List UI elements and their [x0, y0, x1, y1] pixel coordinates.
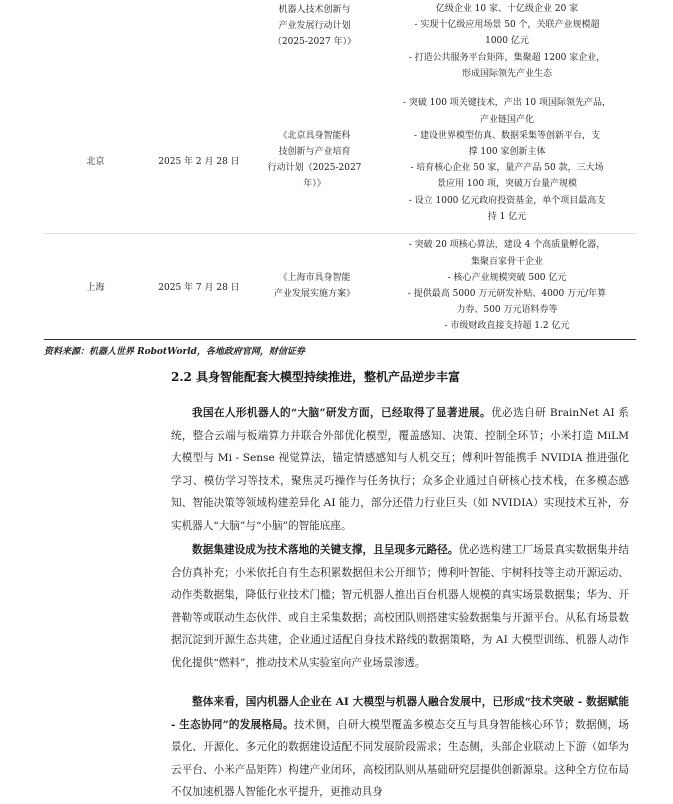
- points-cell: [378, 88, 636, 233]
- paragraph-lead: 数据集建设成为技术落地的关键支撑，且呈现多元路径。: [192, 544, 459, 556]
- policy-table: [44, 0, 636, 340]
- plan-cell: [251, 233, 378, 339]
- plan-line: 行动计划（2025-2027: [267, 163, 362, 174]
- paragraph-body: 技术侧，自研大模型覆盖多模态交互与具身智能核心环节；数据侧，场景化、开源化、多元化的数据建设适配不同发展阶段需求；生态侧，头部企业联动上下游（如华为云平台、小米产品矩阵）构建产业闭环，高校团队则从基础研究层提供创新源泉。这种全方位布局不仅加速机器人智能化水平提升，更推动具身: [171, 718, 629, 799]
- point-line: 力券、500 万元语料券等: [456, 305, 558, 316]
- city-cell: 上海: [44, 233, 147, 339]
- section-title: 2.2 具身智能配套大模型持续推进，整机产品逆步丰富: [171, 370, 461, 384]
- point-line: 1000 亿元: [485, 36, 529, 47]
- point-line: 景应用 100 项，突破万台量产规模: [437, 179, 577, 190]
- paragraph-lead: 我国在人形机器人的“大脑”研发方面，已经取得了显著进展。: [192, 407, 492, 419]
- paragraph-body: 优必选自研 BrainNet AI 系统，整合云端与板端算力并联合外部优化模型，覆盖感知、决策、控制全环节；小米打造 MiLM 大模型与 Mi - Sense 视觉算法，锚定情感感知与人机交互；傅利叶智能携手 NVIDIA 推进强化学习、模仿学习等技术，聚焦灵巧操作与任务执行；众多企业通过自研核心技术栈，在多模态感知、智能决策等领域构建差异化 AI 能力，部分还借力行业巨头（如 NVIDIA）实现技术互补，夯实机器人“大脑”与“小脑”的智能底座。: [171, 407, 630, 532]
- plan-line: 产业发展行动计划: [278, 21, 351, 31]
- city-cell: [44, 0, 147, 88]
- point-line: 持 1 亿元: [487, 211, 527, 222]
- point-line: - 突破 100 项关键技术，产出 10 项国际领先产品，: [403, 98, 611, 109]
- plan-line: 产业发展实施方案》: [273, 289, 355, 299]
- paragraph-summary: [171, 691, 629, 804]
- paragraph-body: 优必选构建工厂场景真实数据集并结合仿真补充；小米依托自有生态积累数据但未公开细节；傅利叶智能、宇树科技等主动开源运动、动作类数据集，降低行业技术门槛；智元机器人推出百台机器人规模的真实场景数据集；华为、开普勒等或联动生态伙伴、或自主采集数据；高校团队则搭建实验数据集与开源平台。从私有场景数据沉淀到开源生态共建，企业通过适配自身技术路线的数据策略，为 AI 大模型训练、机器人动作优化提供“燃料”，推动技术从实验室向产业场景渗透。: [171, 544, 630, 669]
- paragraph-datasets: [171, 539, 629, 675]
- plan-line: 技创新与产业培育: [278, 147, 351, 158]
- point-line: - 提供最高 5000 万元研发补贴、4000 万元/年算: [407, 289, 607, 299]
- plan-line: 年）》: [303, 179, 326, 190]
- point-line: 亿级企业 10 家、十亿级企业 20 家: [435, 4, 579, 14]
- paragraph-lead: 整体来看，国内机器人企业在 AI 大模型与机器人融合发展中，已形成“技术突破 - 数据赋能 - 生态协同”的发展格局。: [171, 696, 629, 731]
- point-line: - 突破 20 项核心算法，建设 4 个高质量孵化器，: [408, 240, 606, 251]
- plan-line: （2025-2027 年）》: [272, 37, 357, 47]
- point-line: - 建设世界模型仿真、数据采集等创新平台，支: [414, 130, 600, 141]
- plan-line: 《上海市具身智能: [278, 273, 351, 283]
- point-line: 形成国际领先产业生态: [461, 68, 552, 79]
- plan-line: 《北京具身智能科: [278, 131, 351, 142]
- point-line: 集聚百家骨干企业: [470, 256, 543, 267]
- points-cell: [378, 0, 636, 88]
- point-line: - 核心产业规模突破 500 亿元: [447, 272, 567, 283]
- plan-line: 机器人技术创新与: [278, 5, 351, 15]
- point-line: - 打造公共服务平台矩阵，集聚超 1200 家企业，: [408, 52, 606, 63]
- table-row: [44, 88, 636, 233]
- point-line: 产业链国产化: [479, 114, 534, 125]
- plan-cell: [251, 88, 378, 233]
- table-row: [44, 233, 636, 339]
- city-cell: 北京: [86, 156, 105, 167]
- point-line: - 设立 1000 亿元政府投资基金，单个项目最高支: [408, 195, 606, 206]
- plan-cell: [251, 0, 378, 88]
- table-row: [44, 0, 636, 88]
- source-note: 资料来源：机器人世界 RobotWorld，各地政府官网，财信证券: [44, 347, 305, 357]
- paragraph-ai-brain: [171, 402, 629, 538]
- point-line: - 培育核心企业 50 家，量产产品 50 款，三大场: [410, 163, 604, 174]
- point-line: 撑 100 家创新主体: [468, 147, 546, 158]
- point-line: - 实现十亿级应用场景 50 个，关联产业规模超: [414, 20, 600, 31]
- points-cell: [378, 233, 636, 339]
- point-line: - 市级财政直接支持超 1.2 亿元: [444, 321, 570, 332]
- date-cell: 2025 年 2 月 28 日: [158, 156, 240, 167]
- date-cell: [147, 0, 251, 88]
- date-cell: 2025 年 7 月 28 日: [147, 233, 251, 339]
